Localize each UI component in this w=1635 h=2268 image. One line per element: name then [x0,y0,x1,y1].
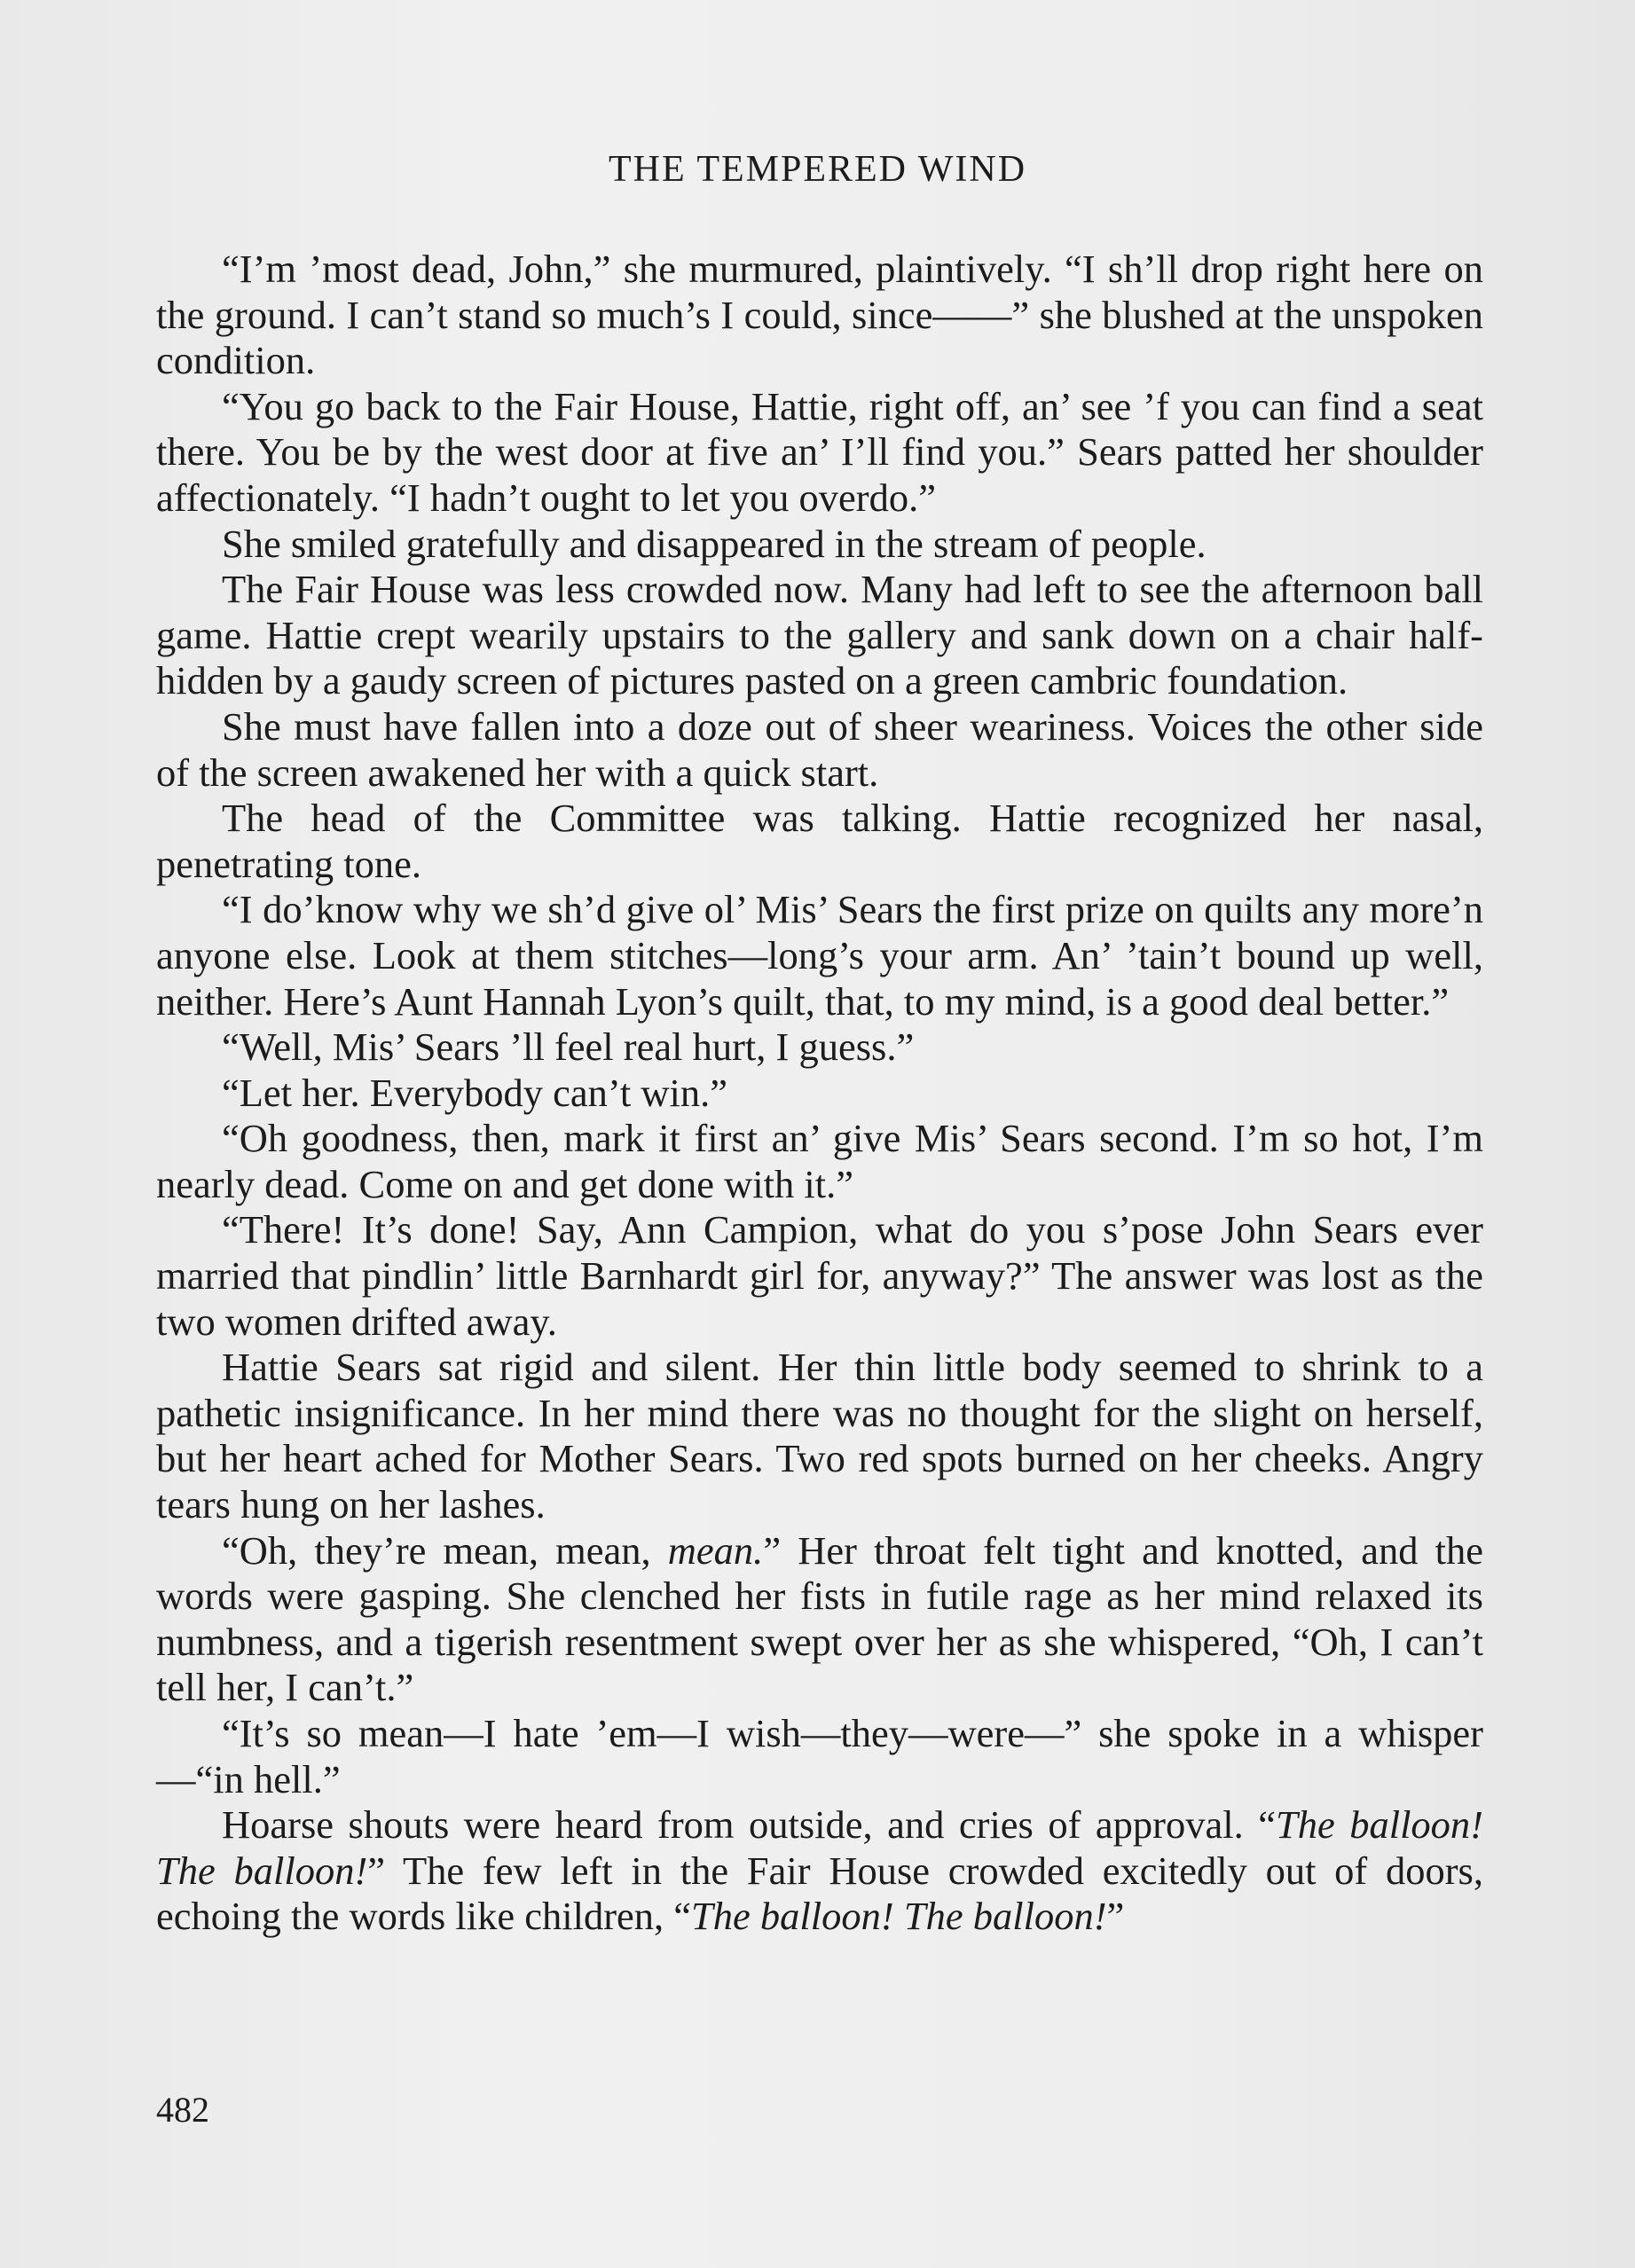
paragraph: Hattie Sears sat rigid and silent. Her thin little body seemed to shrink to a pathetic insignificance. In her mind there was no thought for the slight on herself, but her heart ached for Mother Sears. Two red spots burned on her cheeks. Angry tears hung on her lashes. [156,1345,1483,1527]
paragraph: She must have fallen into a doze out of sheer weariness. Voices the other side of the screen awakened her with a quick start. [156,703,1483,795]
paragraph: “Let her. Everybody can’t win.” [222,1070,728,1115]
body-text [156,247,1483,1940]
paragraph: “I do’know why we sh’d give ol’ Mis’ Sears the first prize on quilts any more’n anyone else. Look at them stitches—long’s your arm. An’ ’tain’t bound up well, neither. Here’s Aunt Hannah Lyon’s quilt, that, to my mind, is a good deal better.” [156,887,1483,1024]
text-run: Hoarse shouts were heard from outside, and cries of approval. “ [222,1802,1276,1848]
text-run: ” The few left in the Fair House crowded excitedly out of doors, echoing the words like children, “ [156,1848,1483,1939]
page-number: 482 [156,2090,209,2130]
text-run: ” [1106,1894,1125,1939]
italic-text: The balloon! The balloon! [691,1894,1107,1939]
paragraph: “It’s so mean—I hate ’em—I wish—they—were—” she spoke in a whisper—“in hell.” [156,1711,1483,1801]
running-head: THE TEMPERED WIND [608,149,1027,190]
italic-text: mean. [667,1527,764,1573]
paragraph: She smiled gratefully and disappeared in the stream of people. [222,521,1207,566]
paragraph: The head of the Committee was talking. Hattie recognized her nasal, penetrating tone. [156,796,1483,886]
text-run: “Oh, they’re mean, mean, [222,1527,668,1573]
text-run: ” Her throat felt tight and knotted, and the words were gasping. She clenched her fists in futile rage as her mind relaxed its numbness, and a tigerish resentment swept over her as she whispered, “Oh, I can’t tell her, I can’t.” [156,1527,1483,1710]
paragraph: “Oh goodness, then, mark it first an’ give Mis’ Sears second. I’m so hot, I’m nearly dead. Come on and get done with it.” [156,1116,1483,1206]
paragraph: “You go back to the Fair House, Hattie, right off, an’ see ’f you can find a seat there. You be by the west door at five an’ I’ll find you.” Sears patted her shoulder affectionately. “I hadn’t ought to let you overdo.” [156,383,1483,520]
paragraph [156,1802,1483,1940]
paragraph: “I’m ’most dead, John,” she murmured, plaintively. “I sh’ll drop right here on the ground. I can’t stand so much’s I could, since——” she blushed at the unspoken condition. [156,247,1483,383]
italic-text: The balloon! The balloon! [156,1802,1484,1893]
paragraph [156,1528,1483,1711]
paragraph: “Well, Mis’ Sears ’ll feel real hurt, I guess.” [222,1024,915,1070]
paragraph: “There! It’s done! Say, Ann Campion, what do you s’pose John Sears ever married that pindlin’ little Barnhardt girl for, anyway?” The answer was lost as the two women drifted away. [156,1207,1483,1344]
paragraph: The Fair House was less crowded now. Many had left to see the afternoon ball game. Hattie crept wearily upstairs to the gallery and sank down on a chair half-hidden by a gaudy screen of pictures pasted on a green cambric foundation. [156,567,1483,703]
